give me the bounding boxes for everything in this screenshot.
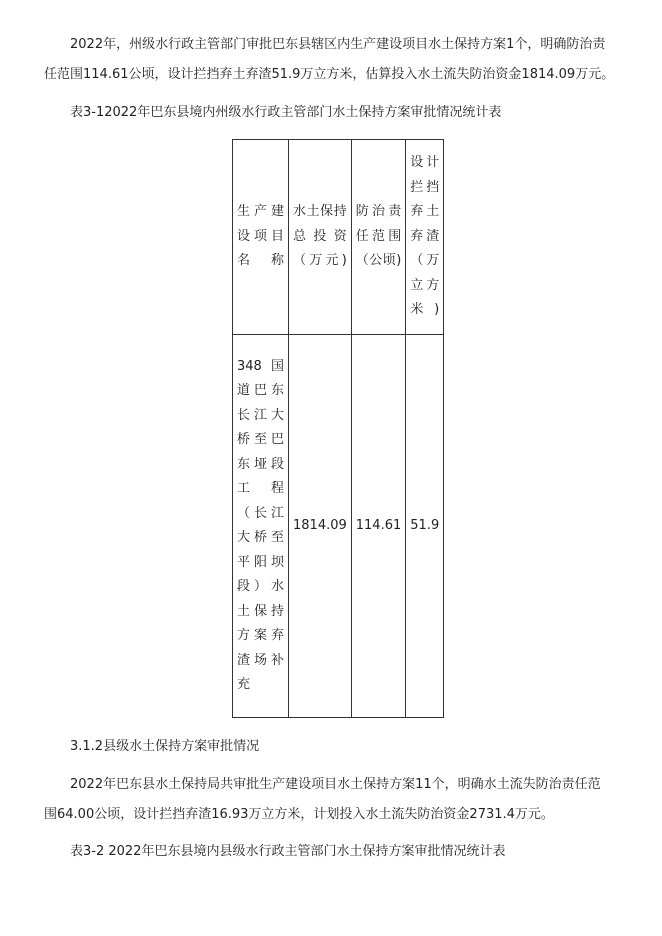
paragraph-2-line-1: 2022年巴东县水土保持局共审批生产建设项目水土保持方案11个，明确水土流失防治责任范 bbox=[70, 777, 601, 792]
header-responsibility-area: 防治责任范围（公顷) bbox=[351, 140, 406, 335]
section-heading: 3.1.2县级水土保持方案审批情况 bbox=[70, 739, 260, 754]
header-total-investment: 水土保持总投资（万元) bbox=[289, 140, 352, 335]
table-row bbox=[233, 335, 444, 718]
paragraph-1-line-2: 任范围114.61公顷，设计拦挡弃土弃渣51.9万立方米，估算投入水土流失防治资金1814.09万元。 bbox=[44, 67, 615, 82]
paragraph-1-line-1: 2022年，州级水行政主管部门审批巴东县辖区内生产建设项目水土保持方案1个，明确防治责 bbox=[70, 37, 606, 52]
cell-responsibility-area: 114.61 bbox=[351, 335, 406, 718]
header-spoil-volume: 设计拦挡弃土弃渣（万立方米) bbox=[406, 140, 444, 335]
table-header-row bbox=[233, 140, 444, 335]
table-2-caption: 表3-2 2022年巴东县境内县级水行政主管部门水土保持方案审批情况统计表 bbox=[70, 844, 506, 859]
cell-project-name: 348国道巴东长江大桥至巴东垭段工程（长江大桥至平阳坝段）水土保持方案弃渣场补充 bbox=[233, 335, 289, 718]
cell-total-investment: 1814.09 bbox=[289, 335, 352, 718]
table-1-caption: 表3-12022年巴东县境内州级水行政主管部门水土保持方案审批情况统计表 bbox=[70, 105, 502, 120]
approval-table-state-level bbox=[232, 139, 444, 718]
cell-spoil-volume: 51.9 bbox=[406, 335, 444, 718]
paragraph-2-line-2: 围64.00公顷，设计拦挡弃渣16.93万立方米，计划投入水土流失防治资金2731.4万元。 bbox=[44, 807, 554, 822]
header-project-name: 生产建设项目名称 bbox=[233, 140, 289, 335]
